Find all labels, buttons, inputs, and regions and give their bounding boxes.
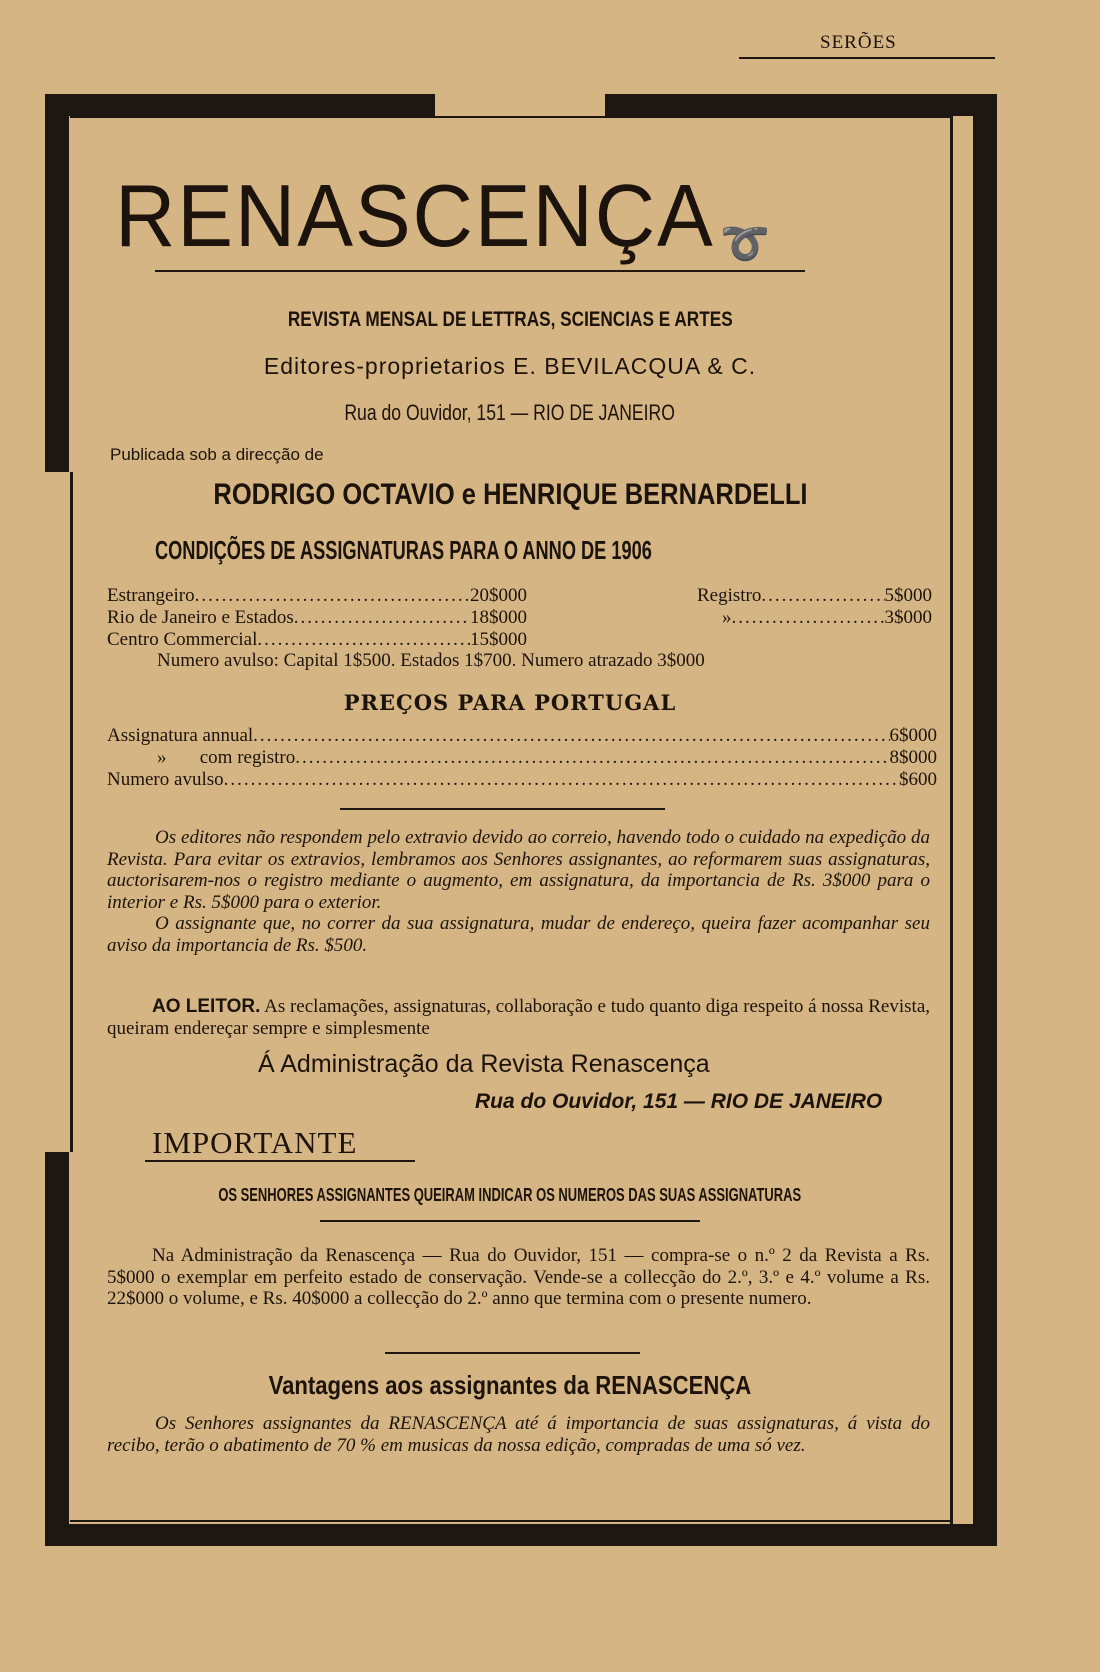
row-price: 3$000	[884, 607, 932, 628]
row-label: » com registro	[157, 747, 296, 768]
row-price: 18$000	[470, 607, 527, 628]
divider	[385, 1352, 640, 1354]
table-row	[107, 769, 937, 791]
single-issue-prices: Numero avulso: Capital 1$500. Estados 1$700. Numero atrazado 3$000	[157, 650, 705, 671]
row-label: Numero avulso	[107, 769, 224, 790]
row-price: 20$000	[470, 585, 527, 606]
row-label: Estrangeiro	[107, 585, 195, 606]
table-row	[107, 607, 527, 629]
masthead-address: Rua do Ouvidor, 151 — RIO DE JANEIRO	[344, 400, 676, 425]
divider	[320, 1220, 700, 1222]
table-row	[107, 725, 937, 747]
flourish-icon: ➰	[720, 221, 770, 267]
running-head-rule	[739, 57, 995, 59]
advantages-heading: Vantagens aos assignantes da RENASCENÇA	[268, 1370, 752, 1400]
table-row	[107, 747, 937, 769]
row-price: 8$000	[889, 747, 937, 768]
row-label: Registro	[697, 585, 762, 606]
row-price: 5$000	[884, 585, 932, 606]
publishers: Editores-proprietarios E. BEVILACQUA & C.	[263, 353, 757, 379]
table-row	[107, 629, 527, 651]
row-price: 15$000	[470, 629, 527, 650]
admin-address: Rua do Ouvidor, 151 — RIO DE JANEIRO	[475, 1090, 883, 1113]
table-row	[107, 585, 527, 607]
notice	[107, 827, 930, 956]
important-text: Na Administração da Renascença — Rua do Ouvidor, 151 — compra-se o n.º 2 da Revista a Rs. 5$000 o exemplar em perfeito estado de conservação. Vende-se a collecção do 2.º, 3.º e 4.º volume a Rs. 22$000 o volume, e Rs. 40$000 a collecção do 2.º anno que termina com o presente numero.	[107, 1245, 930, 1309]
notice-paragraph: O assignante que, no correr da sua assignatura, mudar de endereço, queira fazer acompanhar seu aviso da importancia de Rs. $500.	[107, 913, 930, 956]
row-price: 6$000	[889, 725, 937, 746]
row-label: Assignatura annual	[107, 725, 254, 746]
important-heading: IMPORTANTE	[152, 1125, 358, 1160]
row-label: Rio de Janeiro e Estados	[107, 607, 294, 628]
reader-notice	[107, 996, 930, 1039]
masthead-title: RENASCENÇA	[115, 166, 715, 265]
row-label: »	[722, 607, 732, 628]
divider	[145, 1160, 415, 1162]
running-head: SERÕES	[820, 32, 897, 53]
advantages-text: Os Senhores assignantes da RENASCENÇA até á importancia de suas assignaturas, á vista do recibo, terão o abatimento de 70 % em musicas da nossa edição, compradas de uma só vez.	[107, 1413, 930, 1456]
notice-paragraph: Os editores não respondem pelo extravio devido ao correio, havendo todo o cuidado na expedição da Revista. Para evitar os extravios, lembramos aos Senhores assignantes, ao reformarem suas assignaturas, auctorisarem-nos o registro mediante o augmento, em assignatura, da importancia de Rs. 3$000 para o interior e Rs. 5$000 para o exterior.	[107, 827, 930, 913]
row-label: Centro Commercial	[107, 629, 258, 650]
directors: RODRIGO OCTAVIO e HENRIQUE BERNARDELLI	[212, 478, 808, 511]
direction-label: Publicada sob a direcção de	[110, 445, 324, 464]
masthead-subtitle: REVISTA MENSAL DE LETTRAS, SCIENCIAS E ARTES	[287, 308, 733, 331]
conditions-heading: CONDIÇÕES DE ASSIGNATURAS PARA O ANNO DE 1906	[155, 535, 652, 565]
portugal-heading: PREÇOS PARA PORTUGAL	[343, 690, 677, 715]
divider	[340, 808, 665, 810]
reader-text: As reclamações, assignaturas, collaboração e tudo quanto diga respeito á nossa Revista, queiram endereçar sempre e simplesmente	[107, 996, 930, 1039]
important-subheading: OS SENHORES ASSIGNANTES QUEIRAM INDICAR OS NUMEROS DAS SUAS ASSIGNATURAS	[218, 1185, 802, 1205]
row-price: $600	[899, 769, 937, 790]
table-row	[722, 607, 932, 629]
admin-line: Á Administração da Revista Renascença	[258, 1050, 710, 1078]
masthead-flourish	[155, 270, 805, 272]
reader-lead: AO LEITOR.	[152, 996, 261, 1017]
table-row	[697, 585, 932, 607]
